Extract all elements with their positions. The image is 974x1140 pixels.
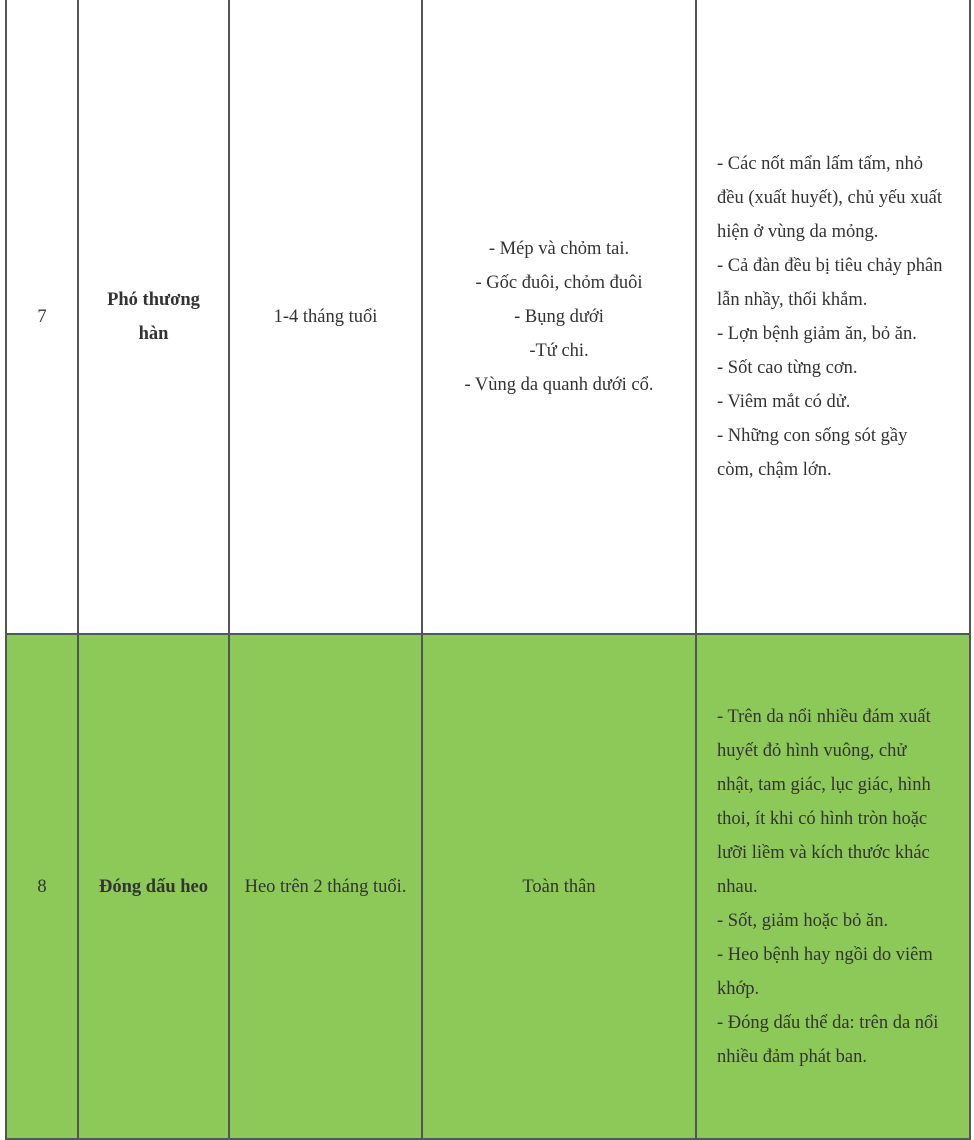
lesion-location: Toàn thân [422, 634, 696, 1139]
symptom-item: - Viêm mắt có dử. [717, 391, 851, 412]
row-number: 7 [6, 0, 78, 634]
symptom-item: - Đóng dấu thể da: trên da nổi nhiều đảm phát ban. [717, 1012, 939, 1067]
row-number: 8 [6, 634, 78, 1139]
symptom-item: - Những con sống sót gầy còm, chậm lớn. [717, 425, 908, 480]
symptoms [696, 634, 970, 1139]
table-row [6, 634, 970, 1139]
disease-name: Đóng dấu heo [78, 634, 229, 1139]
symptom-item: - Cả đàn đều bị tiêu chảy phân lẫn nhầy, thối khắm. [717, 255, 943, 310]
location-item: -Tứ chi. [529, 340, 589, 361]
disease-name: Phó thương hàn [78, 0, 229, 634]
symptom-item: - Sốt, giảm hoặc bỏ ăn. [717, 910, 889, 931]
symptom-item: - Heo bệnh hay ngồi do viêm khớp. [717, 944, 933, 999]
age-range: 1-4 tháng tuổi [229, 0, 422, 634]
location-item: - Vùng da quanh dưới cổ. [464, 374, 654, 395]
symptom-item: - Sốt cao từng cơn. [717, 357, 858, 378]
lesion-locations [422, 0, 696, 634]
location-item: - Mép và chỏm tai. [488, 238, 630, 259]
table-row [6, 0, 970, 634]
symptom-item: - Trên da nổi nhiều đám xuất huyết đỏ hình vuông, chử nhật, tam giác, lục giác, hình thoi, ít khi có hình tròn hoặc lưỡi liềm và kích thước khác nhau. [717, 706, 931, 897]
symptoms [696, 0, 970, 634]
age-range: Heo trên 2 tháng tuổi. [229, 634, 422, 1139]
location-item: - Gốc đuôi, chỏm đuôi [475, 272, 643, 293]
location-item: - Bụng dưới [514, 306, 604, 327]
disease-table [5, 0, 971, 1140]
symptom-item: - Lợn bệnh giảm ăn, bỏ ăn. [717, 323, 917, 344]
symptom-item: - Các nốt mẩn lấm tấm, nhỏ đều (xuất huyết), chủ yếu xuất hiện ở vùng da mỏng. [717, 153, 943, 242]
